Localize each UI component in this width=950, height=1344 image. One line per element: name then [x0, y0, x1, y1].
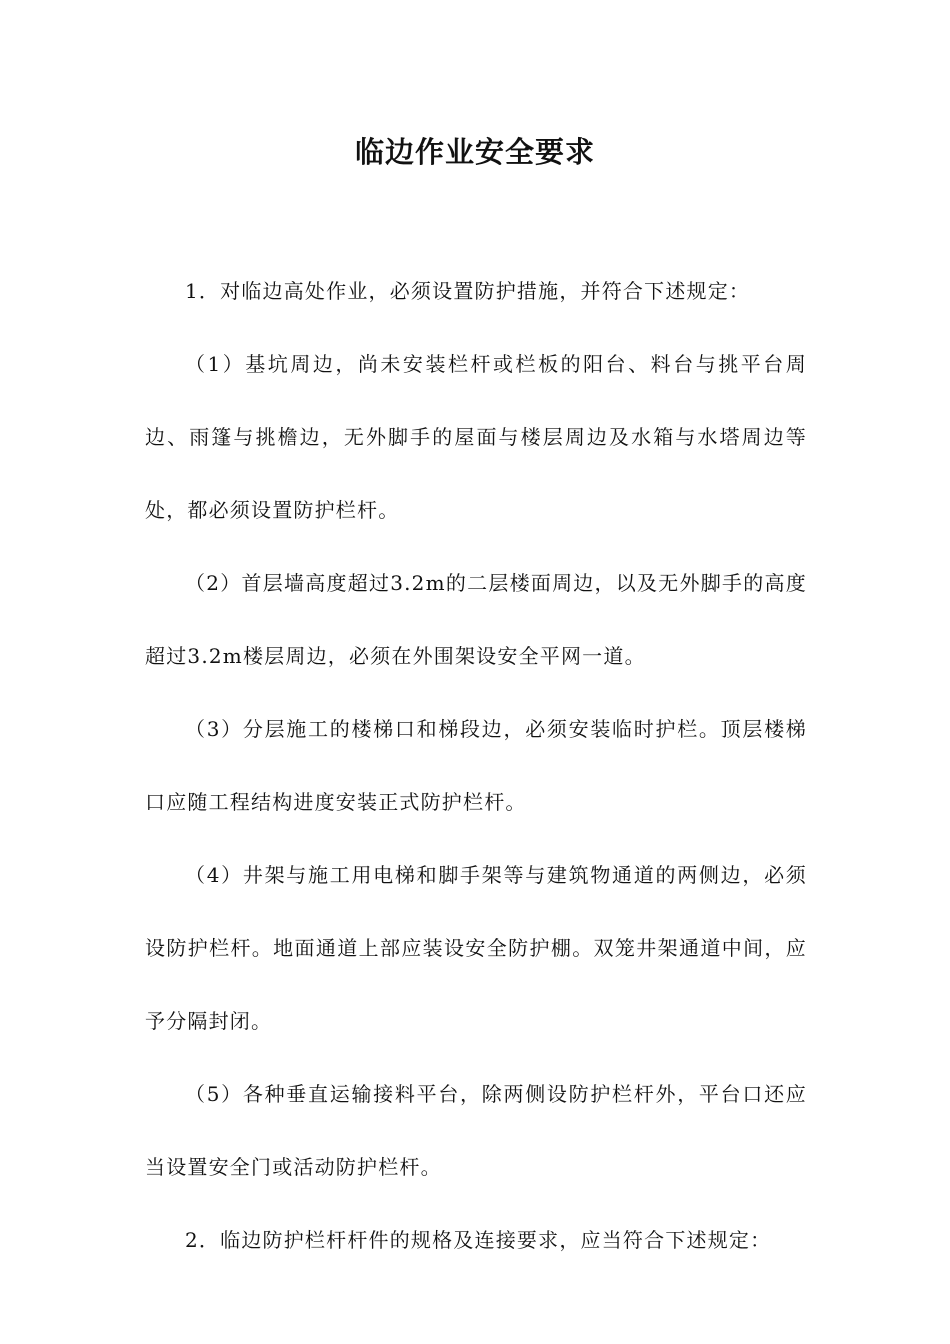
document-body [145, 255, 807, 1277]
paragraph-1-2: （2）首层墙高度超过3.2m的二层楼面周边，以及无外脚手的高度超过3.2m楼层周边，必须在外围架设安全平网一道。 [145, 571, 807, 668]
paragraph-1-1: （1）基坑周边，尚未安装栏杆或栏板的阳台、料台与挑平台周边、雨篷与挑檐边，无外脚手的屋面与楼层周边及水箱与水塔周边等处，都必须设置防护栏杆。 [145, 352, 807, 522]
paragraph-1-5: （5）各种垂直运输接料平台，除两侧设防护栏杆外，平台口还应当设置安全门或活动防护栏杆。 [145, 1082, 807, 1179]
page-title: 临边作业安全要求 [354, 135, 595, 169]
paragraph-1: 1．对临边高处作业，必须设置防护措施，并符合下述规定： [185, 279, 751, 303]
paragraph-1-4: （4）井架与施工用电梯和脚手架等与建筑物通道的两侧边，必须设防护栏杆。地面通道上部应装设安全防护棚。双笼井架通道中间，应予分隔封闭。 [145, 863, 807, 1033]
paragraph-1-3: （3）分层施工的楼梯口和梯段边，必须安装临时护栏。顶层楼梯口应随工程结构进度安装正式防护栏杆。 [145, 717, 807, 814]
paragraph-2: 2．临边防护栏杆杆件的规格及连接要求，应当符合下述规定： [185, 1228, 772, 1252]
